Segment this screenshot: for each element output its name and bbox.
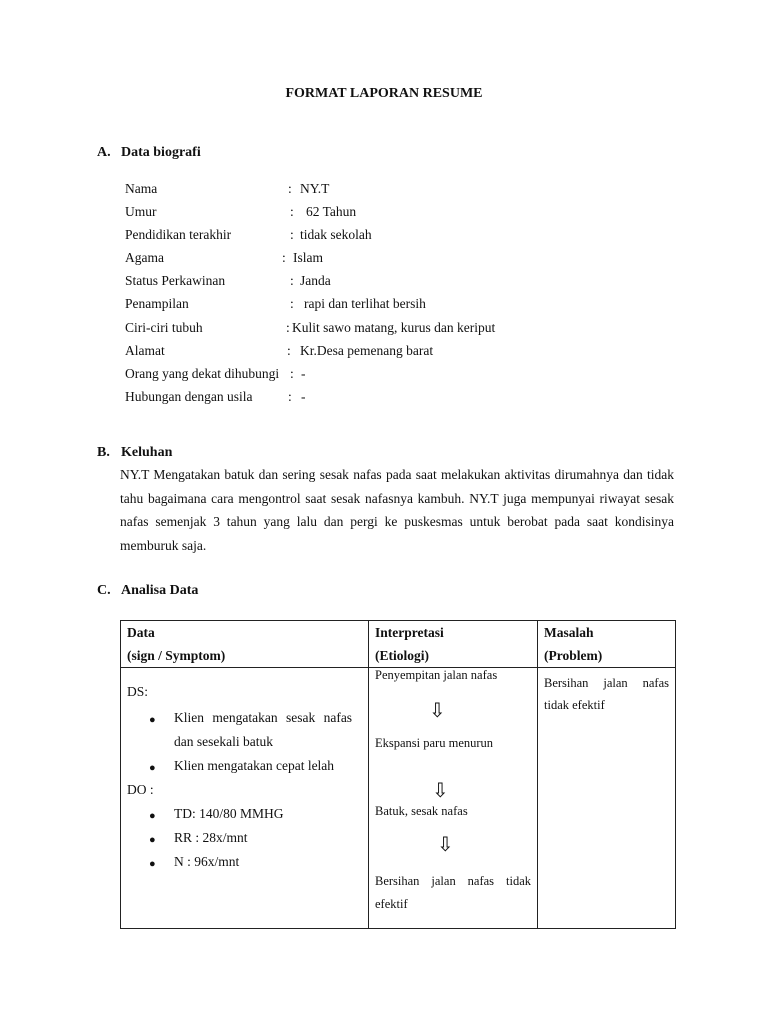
- do-item-rr: RR : 28x/mnt: [174, 830, 248, 845]
- header-data-line2: (sign / Symptom): [127, 648, 226, 663]
- header-masalah-line2: (Problem): [544, 648, 603, 663]
- biodata-row-agama: [125, 246, 645, 269]
- biodata-value: Kr.Desa pemenang barat: [300, 342, 434, 358]
- biodata-label: Nama: [125, 181, 158, 196]
- document-title: FORMAT LAPORAN RESUME: [285, 86, 483, 101]
- section-a-label: Data biografi: [121, 145, 201, 160]
- down-arrow-icon: ⇩: [437, 832, 454, 856]
- biodata-value: 62 Tahun: [306, 204, 357, 220]
- header-data-line1: Data: [127, 625, 155, 640]
- down-arrow-icon: ⇩: [429, 698, 446, 722]
- biodata-separator: :: [290, 296, 294, 312]
- header-masalah: [538, 621, 676, 668]
- biodata-separator: :: [282, 250, 286, 266]
- etiologi-step-4-line2: efektif: [375, 897, 408, 911]
- bullet-icon: ●: [149, 858, 156, 870]
- ds-label: DS:: [127, 684, 149, 699]
- section-c-number: C.: [97, 583, 111, 598]
- biodata-row-ciri-tubuh: [125, 316, 645, 339]
- biodata-list: [125, 177, 645, 408]
- ds-item-1-line1: [174, 710, 362, 726]
- biodata-label: Ciri-ciri tubuh: [125, 319, 203, 335]
- biodata-label: Penampilan: [125, 296, 189, 312]
- do-item-n: N : 96x/mnt: [174, 854, 240, 869]
- bullet-icon: ●: [149, 810, 156, 822]
- biodata-separator: :: [290, 273, 294, 289]
- biodata-value: tidak sekolah: [300, 227, 372, 243]
- biodata-separator: :: [290, 227, 294, 243]
- etiologi-step-2: Ekspansi paru menurun: [375, 736, 494, 750]
- biodata-label: Status Perkawinan: [125, 273, 226, 289]
- biodata-row-pendidikan: [125, 223, 645, 246]
- biodata-separator: :: [286, 319, 290, 335]
- header-data: [121, 621, 369, 668]
- table-row: [121, 668, 676, 929]
- data-cell: [121, 668, 369, 929]
- header-interpretasi-line1: Interpretasi: [375, 625, 444, 640]
- biodata-separator: :: [288, 388, 292, 404]
- biodata-label: Umur: [125, 204, 157, 220]
- biodata-row-umur: [125, 200, 645, 223]
- biodata-row-alamat: [125, 339, 645, 362]
- do-item-td: TD: 140/80 MMHG: [174, 806, 284, 821]
- biodata-value: -: [301, 365, 306, 381]
- etiologi-step-1: Penyempitan jalan nafas: [375, 668, 498, 682]
- biodata-separator: :: [288, 181, 292, 196]
- biodata-row-status: [125, 269, 645, 292]
- etiologi-step-4-line1: Bersihan jalan nafas tidak: [375, 874, 531, 888]
- section-c-heading: [97, 583, 198, 599]
- biodata-label: Hubungan dengan usila: [125, 388, 253, 404]
- biodata-value: rapi dan terlihat bersih: [304, 296, 426, 312]
- biodata-separator: :: [287, 342, 291, 358]
- biodata-row-hubungan: [125, 385, 645, 408]
- keluhan-paragraph: NY.T Mengatakan batuk dan sering sesak nafas pada saat melakukan aktivitas dirumahnya dan tidak tahu bagaimana cara mengontrol saat sesak nafasnya kambuh. NY.T juga mempunyai riwayat sesak nafas semenjak 3 tahun yang lalu dan pergi ke puskesmas untuk berobat pada saat kondisinya memburuk saja.: [120, 467, 674, 553]
- biodata-separator: :: [290, 204, 294, 220]
- biodata-label: Pendidikan terakhir: [125, 227, 232, 243]
- interpretasi-cell: [369, 668, 538, 929]
- etiologi-step-3: Batuk, sesak nafas: [375, 804, 468, 818]
- biodata-row-nama: [125, 177, 645, 200]
- bullet-icon: ●: [149, 714, 156, 726]
- biodata-value: -: [301, 388, 306, 404]
- down-arrow-icon: ⇩: [432, 778, 449, 802]
- do-label: DO :: [127, 782, 154, 797]
- biodata-value: NY.T: [300, 181, 330, 196]
- biodata-label: Orang yang dekat dihubungi: [125, 365, 280, 381]
- bullet-icon: ●: [149, 834, 156, 846]
- biodata-label: Alamat: [125, 342, 165, 358]
- biodata-separator: :: [290, 365, 294, 381]
- section-a-number: A.: [97, 145, 111, 160]
- section-a-heading: [97, 145, 201, 161]
- ds-item-1-text: Klien mengatakan sesak nafas: [174, 710, 353, 725]
- header-masalah-line1: Masalah: [544, 625, 594, 640]
- biodata-value: Janda: [300, 273, 331, 289]
- header-interpretasi: [369, 621, 538, 668]
- ds-item-1-line2: dan sesekali batuk: [174, 734, 273, 749]
- table-header-row: [121, 621, 676, 668]
- section-b-label: Keluhan: [121, 445, 173, 460]
- ds-item-2: Klien mengatakan cepat lelah: [174, 758, 335, 773]
- masalah-cell: Bersihan jalan nafas tidak efektif: [538, 668, 676, 929]
- header-interpretasi-line2: (Etiologi): [375, 648, 429, 663]
- biodata-row-penampilan: [125, 292, 645, 315]
- bullet-icon: ●: [149, 762, 156, 774]
- section-b-heading: [97, 445, 172, 461]
- biodata-row-orang-dekat: [125, 362, 645, 385]
- biodata-value: Islam: [293, 250, 323, 266]
- biodata-label: Agama: [125, 250, 164, 266]
- section-b-number: B.: [97, 445, 110, 460]
- section-c-label: Analisa Data: [121, 583, 199, 598]
- analisa-data-table: [120, 620, 676, 929]
- biodata-value: Kulit sawo matang, kurus dan keriput: [292, 319, 496, 335]
